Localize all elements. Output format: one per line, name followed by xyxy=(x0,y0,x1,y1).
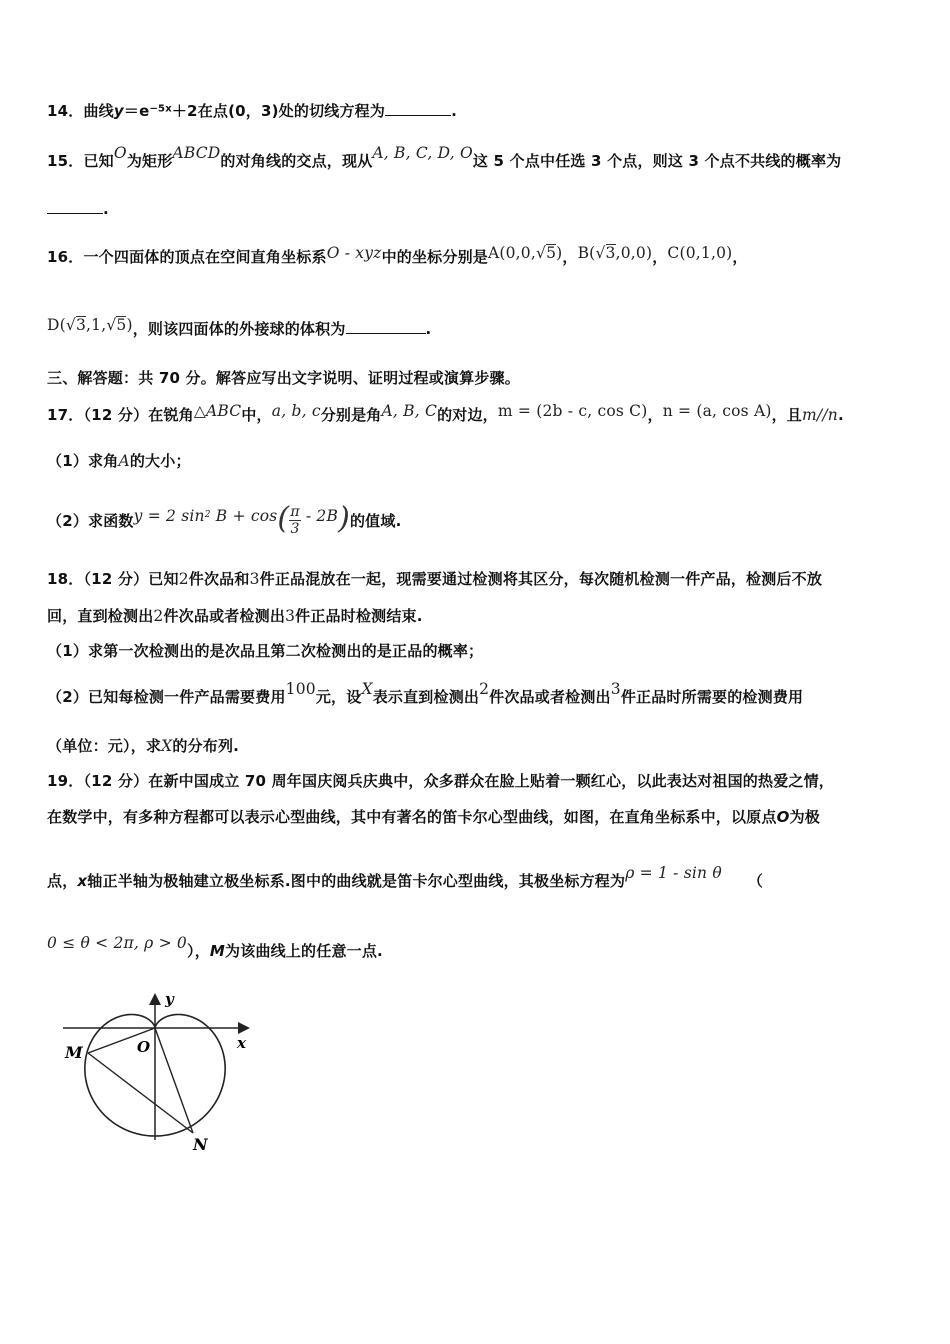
q14-text-1: 曲线 xyxy=(83,102,114,120)
q14-number: 14． xyxy=(47,102,84,120)
figure-label-y: y xyxy=(165,990,174,1008)
q18-l2-b: 件次品或者检测出 xyxy=(163,607,286,625)
q16-point-c: C(0,1,0) xyxy=(667,244,733,262)
q16-sep-3: ， xyxy=(732,248,748,266)
q18-part-2-cont xyxy=(47,735,239,756)
q16-text-2: 中的坐标分别是 xyxy=(381,248,488,266)
q15-line-1 xyxy=(47,144,842,171)
q19-polar-equation: ρ = 1 - sin θ xyxy=(625,864,722,882)
q19-line-4 xyxy=(47,934,383,961)
q16-text-1: 一个四面体的顶点在空间直角坐标系 xyxy=(83,248,327,266)
q17-text-5: . xyxy=(837,406,844,424)
q17-fn-fraction-den: 3 xyxy=(290,521,300,537)
q16-point-d-mid: ,1, xyxy=(86,316,107,334)
q19-l1: （12 分）在新中国成立 70 周年国庆阅兵庆典中，众多群众在脸上贴着一颗红心，以此表达对祖国的热爱之情， xyxy=(83,772,835,790)
q17-fn-part-1: y = 2 sin xyxy=(133,507,205,525)
q18-l1-c: 件正品混放在一起，现需要通过检测将其区分，每次随机检测一件产品，检测后不放 xyxy=(259,570,823,588)
q18-p2-3: 3 xyxy=(610,680,621,698)
q19-l2-a: 在数学中，有多种方程都可以表示心型曲线，其中有著名的笛卡尔心型曲线，如图，在直角坐标系中，以原点 xyxy=(47,808,777,826)
q17-part-2-function xyxy=(133,501,350,537)
q18-p2-e: 件正品时所需要的检测费用 xyxy=(620,688,804,706)
q18-l1-n3: 3 xyxy=(249,570,260,588)
q17-text-3: 的对边， xyxy=(437,406,498,424)
q17-math-angles: A, B, C xyxy=(381,402,438,420)
q17-fn-square: 2 xyxy=(204,509,211,520)
q16-sep-1: ， xyxy=(562,248,578,266)
q18-l2-c: 件正品时检测结束. xyxy=(295,607,423,625)
q16-sep-2: ， xyxy=(652,248,668,266)
q19-l3-x: x xyxy=(77,872,88,890)
q18-p2-c: 表示直到检测出 xyxy=(372,688,480,706)
q15-math-abcd: ABCD xyxy=(172,144,221,162)
q17-math-parallel: m//n xyxy=(802,406,838,424)
q16-point-a-radicand: 5 xyxy=(546,244,557,262)
q15-text-2: 为矩形 xyxy=(126,152,173,170)
q19-line-1 xyxy=(47,770,834,791)
q17-part-2 xyxy=(47,501,402,542)
q16-point-d-radicand-2: 5 xyxy=(116,316,127,334)
q17-text-1: 中， xyxy=(241,406,272,424)
q14-eq-y: y xyxy=(113,102,124,120)
q17-math-abc: a, b, c xyxy=(271,402,321,420)
q17-part-1-text-b: 的大小； xyxy=(129,452,191,470)
q14-eq-e: ＝e xyxy=(123,102,150,120)
q17-math-triangle: △ABC xyxy=(193,402,242,420)
q18-line-2 xyxy=(47,605,423,626)
figure-label-o: O xyxy=(137,1038,151,1056)
q16-point-d-radicand-1: 3 xyxy=(75,316,87,334)
q17-fn-right-paren: ) xyxy=(338,501,350,536)
q18-part-2 xyxy=(47,680,804,707)
q16-point-d: D(√3,1,√5) xyxy=(47,316,133,334)
q16-point-a-pre: A(0,0, xyxy=(487,244,536,262)
q18-l2-n3: 3 xyxy=(285,607,296,625)
q19-l3-b: 轴正半轴为极轴建立极坐标系.图中的曲线就是笛卡尔心型曲线，其极坐标方程为 xyxy=(87,872,626,890)
q19-l4-m: M xyxy=(209,942,226,960)
q16-point-b-pre: B( xyxy=(577,244,596,262)
q16-line-2 xyxy=(47,318,431,339)
q18-l2-a: 回，直到检测出 xyxy=(47,607,154,625)
q18-p3-x: X xyxy=(161,737,173,755)
q17-fn-fraction-num: π xyxy=(290,503,300,520)
q14-answer-blank xyxy=(385,103,451,116)
q18-p2-100: 100 xyxy=(285,680,316,698)
q14-eq-rest: ＋2 xyxy=(171,102,198,120)
q17-part-1-text-a: （1）求角 xyxy=(47,452,119,470)
q18-l1-a: （12 分）已知 xyxy=(83,570,179,588)
q16-point-b: B(√3,0,0) xyxy=(577,244,653,262)
q15-math-points: A, B, C, D, O xyxy=(372,144,473,162)
q16-number: 16． xyxy=(47,248,84,266)
q14-text-3: . xyxy=(451,102,457,120)
q15-text-1: 已知 xyxy=(83,152,114,170)
q14-text-2: 在点(0，3)处的切线方程为 xyxy=(197,102,386,120)
q15-answer-blank xyxy=(47,201,103,214)
q19-l2-b: 为极 xyxy=(789,808,820,826)
q17-fn-part-2: B + cos xyxy=(210,507,278,525)
q16-answer-blank xyxy=(346,321,426,334)
q16-point-a: A(0,0,√5) xyxy=(487,244,563,262)
q16-point-d-pre: D( xyxy=(47,316,66,334)
q17-part-2-text-a: （2）求函数 xyxy=(47,512,134,530)
q16-math-system: O - xyz xyxy=(326,244,382,262)
q15-math-o: O xyxy=(113,144,127,162)
q19-line-2 xyxy=(47,806,820,827)
q16-point-b-radicand: 3 xyxy=(605,244,616,262)
q16-point-a-post: ) xyxy=(556,244,563,262)
q17-number: 17． xyxy=(47,406,84,424)
q17-line-1 xyxy=(47,404,844,425)
q19-number: 19． xyxy=(47,772,84,790)
q19-l4-a: ）， xyxy=(187,942,210,960)
q19-l3-c: （ xyxy=(747,872,764,890)
q16-line-1 xyxy=(47,246,748,267)
q19-l2-o: O xyxy=(776,808,790,826)
q17-part-1-math: A xyxy=(118,452,130,470)
section-3-heading: 三、解答题：共 70 分。解答应写出文字说明、证明过程或演算步骤。 xyxy=(47,369,520,387)
q18-p3-a: （单位：元），求 xyxy=(47,737,162,755)
q16-text-3: ，则该四面体的外接球的体积为 xyxy=(132,320,346,338)
q17-text-4: ，且 xyxy=(771,406,803,424)
q15-line-2 xyxy=(47,200,109,218)
q18-p2-x: X xyxy=(361,680,373,698)
q18-p2-d: 件次品或者检测出 xyxy=(489,688,611,706)
q19-l4-b: 为该曲线上的任意一点. xyxy=(225,942,383,960)
q14-eq-exponent: −5x xyxy=(149,103,172,115)
cardioid-figure xyxy=(55,990,275,1160)
q17-sep: ， xyxy=(647,406,663,424)
q18-number: 18． xyxy=(47,570,84,588)
q19-condition: 0 ≤ θ < 2π, ρ > 0 xyxy=(47,934,187,952)
q15-text-4: 这 5 个点中任选 3 个点，则这 3 个点不共线的概率为 xyxy=(472,152,842,170)
q18-l2-n2: 2 xyxy=(153,607,164,625)
figure-label-n: N xyxy=(193,1135,208,1154)
q14-line xyxy=(47,100,457,121)
q17-part-2-text-b: 的值域. xyxy=(349,512,402,530)
segment-o-n xyxy=(155,1028,193,1133)
figure-label-x: x xyxy=(237,1034,246,1052)
q18-p3-b: 的分布列. xyxy=(172,737,240,755)
q15-text-3: 的对角线的交点，现从 xyxy=(220,152,373,170)
q17-part-1 xyxy=(47,450,191,471)
q18-p2-a: （2）已知每检测一件产品需要费用 xyxy=(47,688,286,706)
q18-l1-b: 件次品和 xyxy=(188,570,250,588)
q17-score: （12 分）在锐角 xyxy=(83,406,194,424)
q17-fn-left-paren: ( xyxy=(277,501,290,536)
q18-line-1 xyxy=(47,568,822,589)
q15-text-5: . xyxy=(103,200,109,218)
q18-p2-b: 元，设 xyxy=(315,688,362,706)
q18-p2-2: 2 xyxy=(479,680,490,698)
q18-part-1: （1）求第一次检测出的是次品且第二次检测出的是正品的概率； xyxy=(47,642,484,660)
q17-text-2: 分别是角 xyxy=(320,406,382,424)
q16-text-4: . xyxy=(425,320,432,338)
q19-line-3 xyxy=(47,864,764,891)
q17-vector-n: n = (a, cos A) xyxy=(662,402,772,420)
q19-l3-a: 点， xyxy=(47,872,78,890)
figure-label-m: M xyxy=(65,1043,83,1062)
q16-point-d-post: ) xyxy=(126,316,133,334)
q17-vector-m: m = (2b - c, cos C) xyxy=(497,402,648,420)
q16-point-b-post: ,0,0) xyxy=(615,244,653,262)
q17-fn-fraction xyxy=(289,504,300,537)
q15-number: 15． xyxy=(47,152,84,170)
q17-fn-part-3: - 2B xyxy=(300,507,339,525)
segment-m-n xyxy=(88,1053,193,1133)
q18-l1-n2: 2 xyxy=(178,570,189,588)
